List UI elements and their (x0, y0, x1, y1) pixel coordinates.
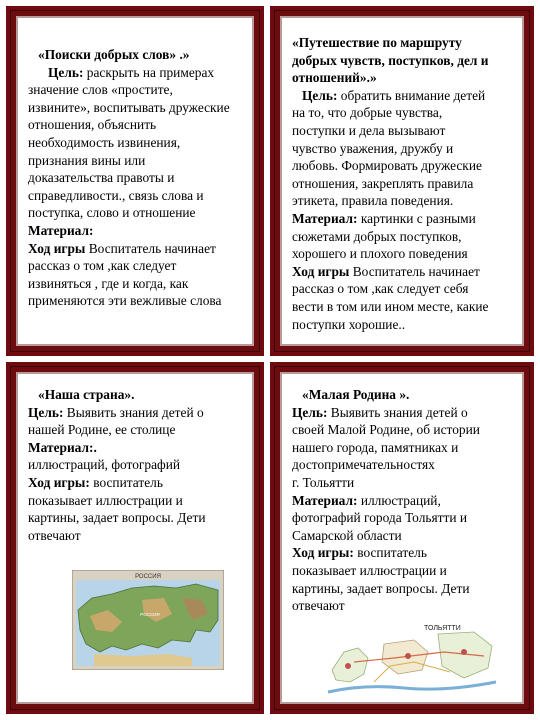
game-card-small-homeland (270, 362, 534, 714)
game-card-journey-kind-feelings (270, 6, 534, 356)
card-title: «Путешествие по маршруту (292, 35, 462, 50)
card-title: «Малая Родина ». (302, 387, 410, 402)
material-label: Материал: (292, 210, 358, 226)
russia-map-image (72, 570, 224, 670)
goal-label: Цель: (48, 64, 84, 80)
card-text: «Поиски добрых слов» .» Цель: раскрыть на примерах значение слов «простите, извините», воспитывать дружеские отношения, объяснить необходимость извинения, признания вины или доказательства правоты и справедливости., связь слова и поступка, слово и отношение Материал: Ход игры Воспитатель начинает рассказ о том ,как следует извиняться , где и когда, как применяются эти вежливые слова (28, 46, 244, 310)
city-map-title: ТОЛЬЯТТИ (424, 625, 461, 632)
card-content (280, 16, 524, 346)
card-content (16, 16, 254, 346)
card-text: «Наша страна». Цель: Выявить знания детей о нашей Родине, ее столице Материал:. иллюстраций, фотографий Ход игры: воспитатель показывает иллюстрации и картины, задает вопросы. Дети отвечают (28, 386, 244, 544)
game-card-search-kind-words (6, 6, 264, 356)
material-label: Материал: (292, 492, 358, 508)
map-title: РОССИЯ (135, 574, 161, 580)
game-label: Ход игры (292, 263, 350, 279)
card-title: «Наша страна». (38, 387, 135, 402)
game-label: Ход игры (28, 240, 86, 256)
goal-label: Цель: (292, 404, 328, 420)
card-content (16, 372, 254, 704)
material-label: Материал: (28, 222, 94, 238)
goal-label: Цель: (28, 404, 64, 420)
tolyatti-map-image (324, 622, 500, 702)
map-region-label: РОССИЯ (140, 612, 160, 617)
card-content (280, 372, 524, 704)
card-text: «Малая Родина ». Цель: Выявить знания детей о своей Малой Родине, об истории нашего города, памятниках и достопримечательностях г. Тольятти Материал: иллюстраций, фотографий города Тольятти и Самарской области Ход игры: воспитатель показывает иллюстрации и картины, задает вопросы. Дети отвечают (292, 386, 514, 615)
card-title: «Поиски добрых слов» .» (38, 47, 190, 62)
material-label: Материал:. (28, 439, 97, 455)
game-label: Ход игры: (28, 474, 90, 490)
game-label: Ход игры: (292, 545, 354, 561)
card-text: «Путешествие по маршруту добрых чувств, поступков, дел и отношений».» Цель: обратить внимание детей на то, что добрые чувства, поступки и дела вызывают чувство уважения, дружбу и любовь. Формировать дружеские отношения, закреплять правила этикета, правила поведения. Материал: картинки с разными сюжетами добрых поступков, хорошего и плохого поведения Ход игры Воспитатель начинает рассказ о том ,как следует себя вести в том или ином месте, какие поступки хорошие.. (292, 34, 514, 333)
goal-label: Цель: (302, 87, 338, 103)
game-card-our-country (6, 362, 264, 714)
